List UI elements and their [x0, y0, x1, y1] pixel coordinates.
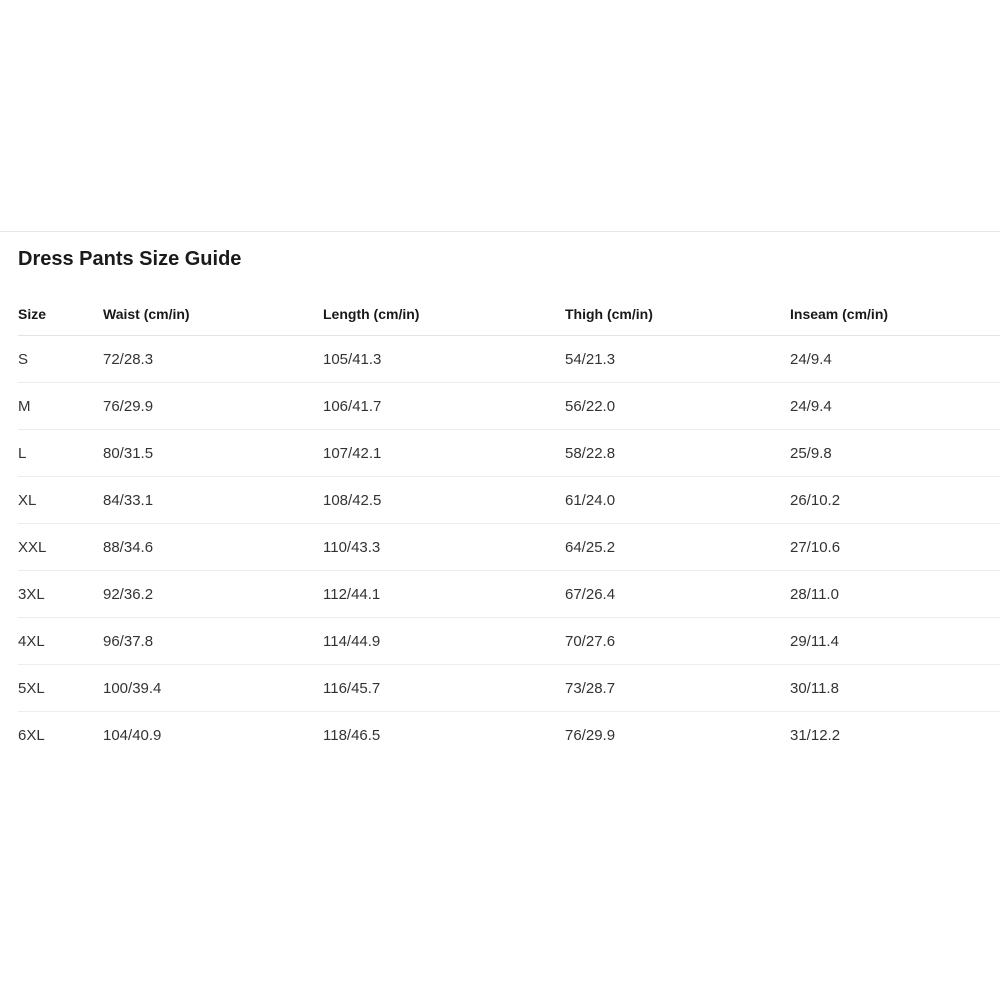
cell-waist: 72/28.3	[103, 350, 154, 368]
cell-inseam: 29/11.4	[790, 632, 839, 650]
table-row	[18, 618, 1000, 665]
cell-inseam: 31/12.2	[790, 727, 841, 744]
cell-waist: 76/29.9	[103, 397, 154, 415]
cell-thigh: 73/28.7	[565, 679, 616, 697]
cell-thigh: 70/27.6	[565, 632, 616, 650]
cell-inseam: 30/11.8	[790, 679, 839, 697]
table-row	[18, 383, 1000, 430]
cell-thigh: 64/25.2	[565, 538, 616, 556]
cell-size: 3XL	[18, 585, 45, 603]
page-title: Dress Pants Size Guide	[18, 248, 242, 270]
cell-size: XL	[18, 491, 37, 509]
cell-size: 5XL	[18, 679, 45, 697]
size-guide-section	[18, 232, 1000, 759]
cell-inseam: 24/9.4	[790, 350, 832, 368]
cell-thigh: 61/24.0	[565, 491, 616, 509]
column-header-thigh: Thigh (cm/in)	[565, 305, 653, 322]
cell-thigh: 54/21.3	[565, 350, 616, 368]
table-row	[18, 477, 1000, 524]
table-row	[18, 430, 1000, 477]
cell-size: 6XL	[18, 727, 45, 744]
cell-size: 4XL	[18, 632, 45, 650]
cell-length: 108/42.5	[323, 491, 382, 509]
table-row	[18, 336, 1000, 383]
cell-inseam: 24/9.4	[790, 397, 832, 415]
cell-inseam: 25/9.8	[790, 444, 832, 462]
cell-waist: 100/39.4	[103, 679, 162, 697]
cell-thigh: 67/26.4	[565, 585, 616, 603]
cell-length: 116/45.7	[323, 679, 381, 697]
cell-length: 107/42.1	[323, 444, 382, 462]
cell-length: 118/46.5	[323, 727, 381, 744]
cell-inseam: 28/11.0	[790, 585, 839, 603]
table-header-row	[18, 292, 1000, 336]
cell-length: 105/41.3	[323, 350, 382, 368]
cell-waist: 96/37.8	[103, 632, 154, 650]
cell-waist: 84/33.1	[103, 491, 154, 509]
table-body	[18, 336, 1000, 759]
cell-length: 114/44.9	[323, 632, 381, 650]
cell-waist: 104/40.9	[103, 727, 162, 744]
cell-size: S	[18, 350, 29, 368]
cell-size: M	[18, 397, 31, 415]
column-header-inseam: Inseam (cm/in)	[790, 305, 889, 322]
cell-length: 112/44.1	[323, 585, 381, 603]
cell-size: XXL	[18, 538, 47, 556]
column-header-length: Length (cm/in)	[323, 305, 420, 322]
size-table	[18, 292, 1000, 759]
cell-thigh: 56/22.0	[565, 397, 616, 415]
cell-thigh: 76/29.9	[565, 727, 616, 744]
cell-length: 110/43.3	[323, 538, 381, 556]
table-row	[18, 524, 1000, 571]
cell-length: 106/41.7	[323, 397, 382, 415]
cell-waist: 80/31.5	[103, 444, 154, 462]
cell-thigh: 58/22.8	[565, 444, 616, 462]
table-row	[18, 571, 1000, 618]
cell-waist: 92/36.2	[103, 585, 154, 603]
cell-inseam: 26/10.2	[790, 491, 841, 509]
cell-waist: 88/34.6	[103, 538, 154, 556]
cell-inseam: 27/10.6	[790, 538, 841, 556]
column-header-size: Size	[18, 305, 47, 322]
column-header-waist: Waist (cm/in)	[103, 305, 190, 322]
table-row	[18, 712, 1000, 759]
cell-size: L	[18, 444, 27, 462]
table-row	[18, 665, 1000, 712]
